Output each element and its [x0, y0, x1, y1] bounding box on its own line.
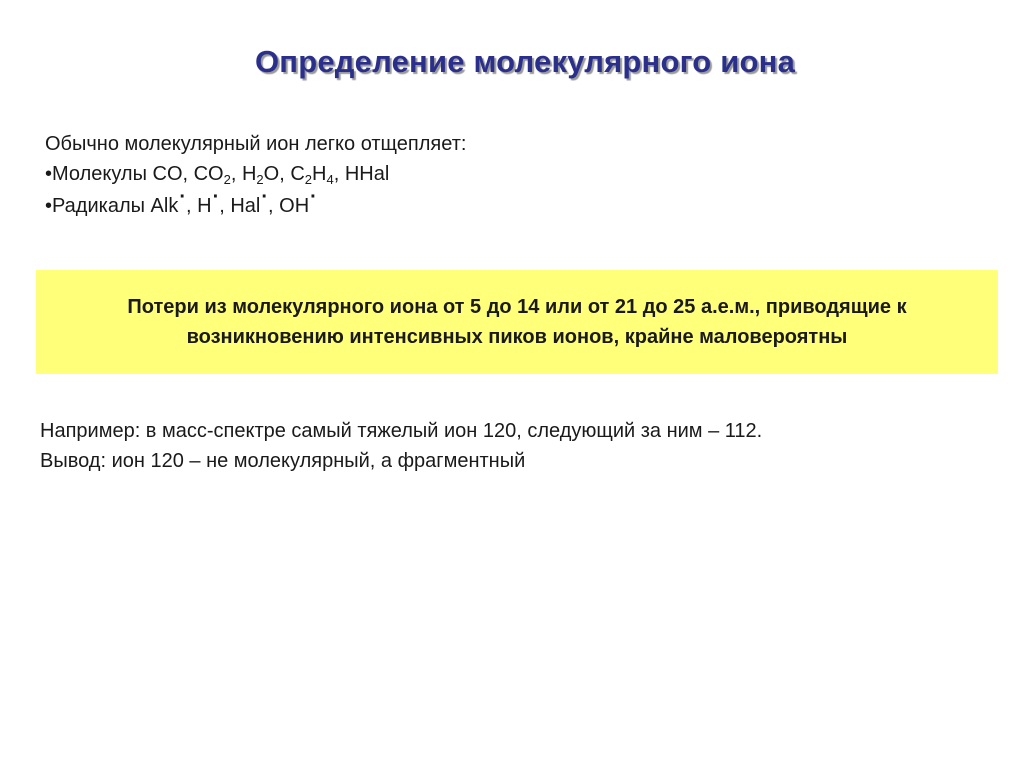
h4-subscript: 4: [326, 172, 334, 187]
highlight-box: [36, 270, 998, 374]
highlight-text: Потери из молекулярного иона от 5 до 14 или от 21 до 25 а.е.м., приводящие к возникновению интенсивных пиков ионов, крайне маловероятны: [127, 296, 907, 348]
molecules-o-c: O, C: [263, 163, 305, 185]
example-line-2: Вывод: ион 120 – не молекулярный, а фрагментный: [40, 450, 526, 472]
molecules-suffix: , HHal: [333, 163, 390, 185]
intro-heading: Обычно молекулярный ион легко отщепляет:: [45, 133, 467, 155]
radical-dot: ·: [261, 186, 269, 208]
radicals-prefix: •Радикалы Alk: [45, 195, 179, 217]
molecules-h4: H: [312, 163, 327, 185]
radical-dot: ·: [212, 186, 220, 208]
radicals-h: , H: [186, 195, 212, 217]
c2-subscript: 2: [304, 172, 313, 187]
slide-title: Определение молекулярного иона: [254, 44, 796, 79]
intro-block: [45, 129, 945, 221]
radical-dot: ·: [310, 186, 317, 208]
molecules-prefix: •Молекулы CO, CO: [45, 163, 224, 185]
molecules-h: , H: [230, 163, 257, 185]
co2-subscript: 2: [223, 172, 231, 187]
h2o-subscript: 2: [256, 172, 264, 187]
radicals-oh: , OH: [268, 195, 310, 217]
radicals-line: [45, 186, 945, 221]
example-line-1: Например: в масс-спектре самый тяжелый ион 120, следующий за ним – 112.: [40, 420, 763, 442]
radical-dot: ·: [179, 186, 187, 208]
example-block: [40, 416, 1000, 476]
radicals-hal: , Hal: [219, 195, 261, 217]
